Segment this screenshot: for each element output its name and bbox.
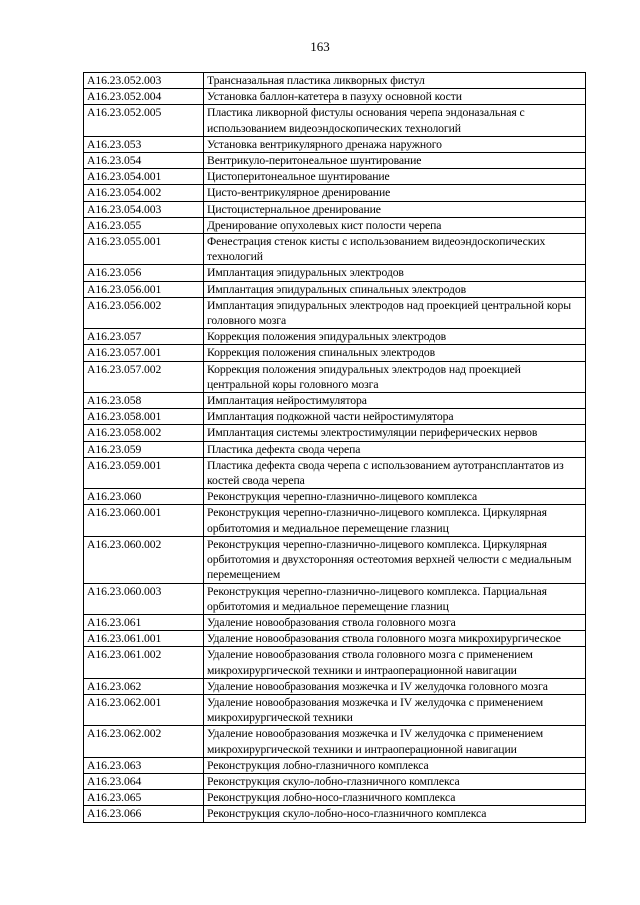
table-row — [84, 297, 586, 328]
procedure-name: Дренирование опухолевых кист полости черепа — [204, 217, 586, 233]
procedure-code: A16.23.055 — [84, 217, 204, 233]
procedure-code: A16.23.056 — [84, 265, 204, 281]
procedure-name: Имплантация эпидуральных спинальных электродов — [204, 281, 586, 297]
procedure-name: Реконструкция лобно-глазничного комплекса — [204, 757, 586, 773]
procedure-name: Удаление новообразования мозжечка и IV желудочка головного мозга — [204, 678, 586, 694]
procedure-name: Удаление новообразования мозжечка и IV желудочка с применением микрохирургической техники и интраоперационной навигации — [204, 726, 586, 757]
procedure-code: A16.23.060.001 — [84, 505, 204, 536]
procedure-code: A16.23.056.001 — [84, 281, 204, 297]
procedure-code: A16.23.061 — [84, 614, 204, 630]
procedure-name: Коррекция положения эпидуральных электродов — [204, 329, 586, 345]
table-row — [84, 773, 586, 789]
table-row — [84, 614, 586, 630]
procedure-code: A16.23.052.003 — [84, 73, 204, 89]
procedure-code: A16.23.062.002 — [84, 726, 204, 757]
procedure-name: Установка вентрикулярного дренажа наружного — [204, 136, 586, 152]
procedure-name: Реконструкция черепно-глазнично-лицевого комплекса. Парциальная орбитотомия и медиальное перемещение глазниц — [204, 583, 586, 614]
procedure-name: Реконструкция черепно-глазнично-лицевого комплекса. Циркулярная орбитотомия и медиальное перемещение глазниц — [204, 505, 586, 536]
procedure-name: Трансназальная пластика ликворных фистул — [204, 73, 586, 89]
procedure-code: A16.23.066 — [84, 806, 204, 822]
page-number: 163 — [310, 39, 330, 54]
procedure-name: Коррекция положения эпидуральных электродов над проекцией центральной коры головного мозга — [204, 361, 586, 392]
table-row — [84, 281, 586, 297]
procedure-code: A16.23.058 — [84, 393, 204, 409]
table-row — [84, 217, 586, 233]
procedure-code: A16.23.058.002 — [84, 425, 204, 441]
table-row — [84, 806, 586, 822]
procedure-name: Фенестрация стенок кисты с использованием видеоэндоскопических технологий — [204, 234, 586, 265]
table-row — [84, 726, 586, 757]
procedure-code: A16.23.052.005 — [84, 105, 204, 136]
table-row — [84, 505, 586, 536]
table-row — [84, 583, 586, 614]
table-row — [84, 489, 586, 505]
procedures-table-body — [84, 73, 586, 823]
procedure-name: Вентрикуло-перитонеальное шунтирование — [204, 153, 586, 169]
procedure-name: Имплантация эпидуральных электродов — [204, 265, 586, 281]
procedures-table — [83, 72, 586, 823]
procedure-name: Установка баллон-катетера в пазуху основной кости — [204, 89, 586, 105]
procedure-name: Удаление новообразования мозжечка и IV желудочка с применением микрохирургической техники — [204, 694, 586, 725]
procedure-code: A16.23.060.003 — [84, 583, 204, 614]
table-row — [84, 185, 586, 201]
procedure-code: A16.23.064 — [84, 773, 204, 789]
procedure-code: A16.23.057 — [84, 329, 204, 345]
procedure-code: A16.23.057.002 — [84, 361, 204, 392]
procedure-name: Пластика дефекта свода черепа — [204, 441, 586, 457]
table-row — [84, 153, 586, 169]
procedure-name: Коррекция положения спинальных электродов — [204, 345, 586, 361]
procedure-code: A16.23.059.001 — [84, 457, 204, 488]
table-row — [84, 345, 586, 361]
table-row — [84, 329, 586, 345]
procedure-code: A16.23.060 — [84, 489, 204, 505]
table-row — [84, 790, 586, 806]
procedure-code: A16.23.061.002 — [84, 647, 204, 678]
table-row — [84, 647, 586, 678]
procedure-code: A16.23.060.002 — [84, 536, 204, 583]
procedure-name: Цистоцистернальное дренирование — [204, 201, 586, 217]
procedure-name: Имплантация эпидуральных электродов над проекцией центральной коры головного мозга — [204, 297, 586, 328]
table-row — [84, 536, 586, 583]
procedure-name: Имплантация подкожной части нейростимулятора — [204, 409, 586, 425]
table-row — [84, 757, 586, 773]
procedure-code: A16.23.055.001 — [84, 234, 204, 265]
table-row — [84, 105, 586, 136]
procedure-code: A16.23.059 — [84, 441, 204, 457]
table-row — [84, 425, 586, 441]
procedure-code: A16.23.054 — [84, 153, 204, 169]
procedure-name: Удаление новообразования ствола головного мозга — [204, 614, 586, 630]
procedure-code: A16.23.065 — [84, 790, 204, 806]
procedure-code: A16.23.062 — [84, 678, 204, 694]
table-row — [84, 393, 586, 409]
procedure-code: A16.23.052.004 — [84, 89, 204, 105]
procedure-code: A16.23.054.001 — [84, 169, 204, 185]
procedure-code: A16.23.058.001 — [84, 409, 204, 425]
procedure-code: A16.23.056.002 — [84, 297, 204, 328]
procedure-code: A16.23.062.001 — [84, 694, 204, 725]
table-row — [84, 678, 586, 694]
procedure-name: Удаление новообразования ствола головного мозга микрохирургическое — [204, 631, 586, 647]
table-row — [84, 361, 586, 392]
procedure-name: Пластика дефекта свода черепа с использованием аутотрансплантатов из костей свода черепа — [204, 457, 586, 488]
procedure-code: A16.23.054.003 — [84, 201, 204, 217]
procedure-name: Имплантация нейростимулятора — [204, 393, 586, 409]
table-row — [84, 234, 586, 265]
table-row — [84, 201, 586, 217]
table-row — [84, 169, 586, 185]
procedure-name: Реконструкция черепно-глазнично-лицевого комплекса — [204, 489, 586, 505]
table-row — [84, 441, 586, 457]
table-row — [84, 631, 586, 647]
procedure-name: Реконструкция скуло-лобно-глазничного комплекса — [204, 773, 586, 789]
table-row — [84, 694, 586, 725]
table-row — [84, 409, 586, 425]
procedure-name: Реконструкция черепно-глазнично-лицевого комплекса. Циркулярная орбитотомия и двухсторонняя остеотомия верхней челюсти с медиальным перемещением — [204, 536, 586, 583]
table-row — [84, 73, 586, 89]
procedure-name: Имплантация системы электростимуляции периферических нервов — [204, 425, 586, 441]
procedure-name: Удаление новообразования ствола головного мозга с применением микрохирургической техники и интраоперационной навигации — [204, 647, 586, 678]
table-row — [84, 457, 586, 488]
procedure-code: A16.23.063 — [84, 757, 204, 773]
procedure-name: Цистоперитонеальное шунтирование — [204, 169, 586, 185]
procedure-code: A16.23.057.001 — [84, 345, 204, 361]
table-row — [84, 89, 586, 105]
procedure-name: Цисто-вентрикулярное дренирование — [204, 185, 586, 201]
table-row — [84, 136, 586, 152]
procedure-name: Реконструкция скуло-лобно-носо-глазничного комплекса — [204, 806, 586, 822]
procedure-code: A16.23.053 — [84, 136, 204, 152]
procedure-code: A16.23.054.002 — [84, 185, 204, 201]
table-row — [84, 265, 586, 281]
procedure-name: Пластика ликворной фистулы основания черепа эндоназальная с использованием видеоэндоскопических технологий — [204, 105, 586, 136]
procedure-name: Реконструкция лобно-носо-глазничного комплекса — [204, 790, 586, 806]
procedure-code: A16.23.061.001 — [84, 631, 204, 647]
